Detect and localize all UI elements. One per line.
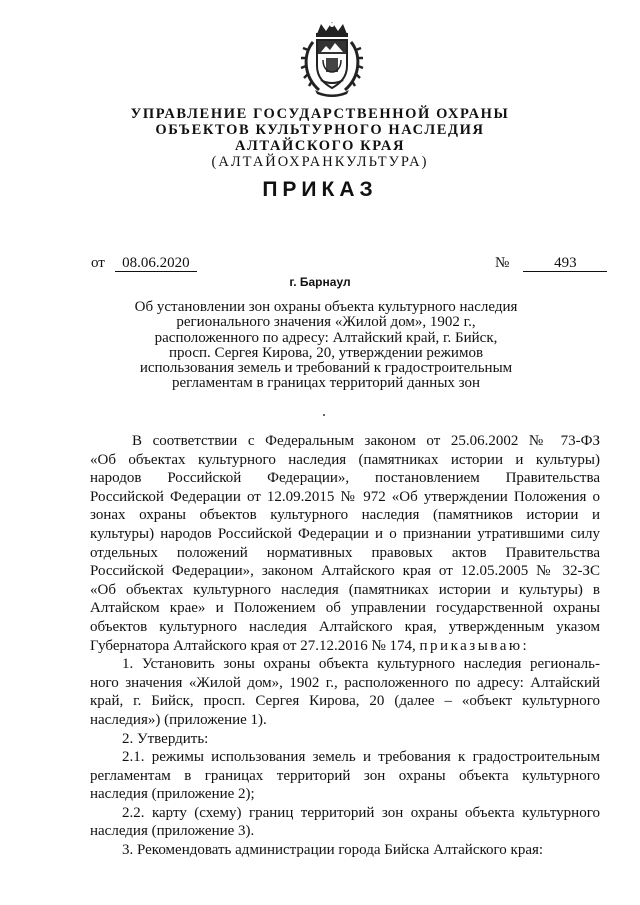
body-line: культуры) народов Российской Федерации и о признании утратившими силу [90, 525, 600, 542]
item-2-line: 2. Утвердить: [122, 730, 209, 747]
body-line: зонах охраны объектов культурного наследия (памятников истории и [90, 507, 600, 524]
order-subject [100, 300, 552, 392]
body-line: «Об объектах культурного наследия (памятниках истории и культуры) в [90, 581, 600, 598]
city-name: г. Барнаул [289, 275, 351, 289]
date-prefix: от [91, 255, 105, 271]
item-1-line: наследия») (приложение 1). [90, 711, 267, 728]
item-1-line: край, г. Бийск, просп. Сергея Кирова, 20 (далее – «объект культурного [90, 693, 600, 710]
date-value: 08.06.2020 [115, 256, 197, 272]
subject-line: регламентам в границах территорий данных зон [171, 375, 481, 392]
item-1-line: 1. Установить зоны охраны объекта культурного наследия региональ- [122, 656, 600, 673]
org-line: АЛТАЙСКОГО КРАЯ [234, 138, 406, 154]
body-line: отдельных положений нормативных правовых актов Правительства [90, 544, 600, 561]
body-line [90, 637, 600, 656]
order-date [91, 254, 197, 272]
preamble-last-text: Губернатора Алтайского края от 27.12.2016 № 174, [90, 637, 416, 654]
item-2-1-line: наследия (приложение 2); [90, 786, 255, 803]
body-line: Алтайском крае» и Положением об управлении государственной охраны [90, 600, 600, 617]
subject-line: расположенного по адресу: Алтайский край, г. Бийск, [154, 329, 498, 346]
number-value: 493 [523, 256, 607, 272]
body-line: «Об объектах культурного наследия (памятниках истории и культуры) [90, 451, 600, 468]
subject-line: регионального значения «Жилой дом», 1902 г., [176, 314, 476, 331]
org-abbreviation: (АЛТАЙОХРАНКУЛЬТУРА) [211, 154, 429, 170]
subject-line: просп. Сергея Кирова, 20, утверждении режимов [168, 344, 484, 361]
organization-name [0, 106, 640, 170]
subject-line: Об установлении зон охраны объекта культурного наследия [134, 299, 518, 315]
org-line: ОБЪЕКТОВ КУЛЬТУРНОГО НАСЛЕДИЯ [155, 122, 485, 138]
item-2-2-line: 2.2. карту (схему) границ территорий зон охраны объекта культурного [122, 804, 600, 821]
order-number [495, 254, 607, 272]
body-line: В соответствии с Федеральным законом от 25.06.2002 № 73-ФЗ [132, 433, 600, 449]
item-3-line: 3. Рекомендовать администрации города Бийска Алтайского края: [122, 842, 544, 859]
coat-of-arms-icon [299, 20, 365, 98]
document-title: ПРИКАЗ [262, 178, 378, 201]
order-body [90, 432, 600, 860]
body-line: Российской Федерации», законом Алтайского края от 12.05.2005 № 32-ЗС [90, 563, 600, 580]
number-prefix: № [495, 255, 510, 271]
item-1-line: ного значения «Жилой дом», 1902 г., расположенного по адресу: Алтайский [90, 674, 600, 691]
item-2-2-line: наследия (приложение 3). [90, 823, 255, 840]
body-line: объектов культурного наследия Алтайского края, утвержденным указом [90, 618, 600, 635]
order-verb: приказываю: [419, 637, 530, 654]
stray-dot [323, 414, 325, 416]
org-line: УПРАВЛЕНИЕ ГОСУДАРСТВЕННОЙ ОХРАНЫ [130, 106, 510, 122]
subject-line: использования земель и требований к градостроительным [139, 360, 513, 377]
body-line: Российской Федерации от 12.09.2015 № 972 «Об утверждении Положения о [90, 488, 600, 505]
body-line: народов Российской Федерации», постановлением Правительства [90, 470, 600, 487]
item-2-1-line: регламентам в границах территорий зон охраны объекта культурного [90, 767, 600, 784]
item-2-1-line: 2.1. режимы использования земель и требования к градостроительным [122, 749, 600, 766]
